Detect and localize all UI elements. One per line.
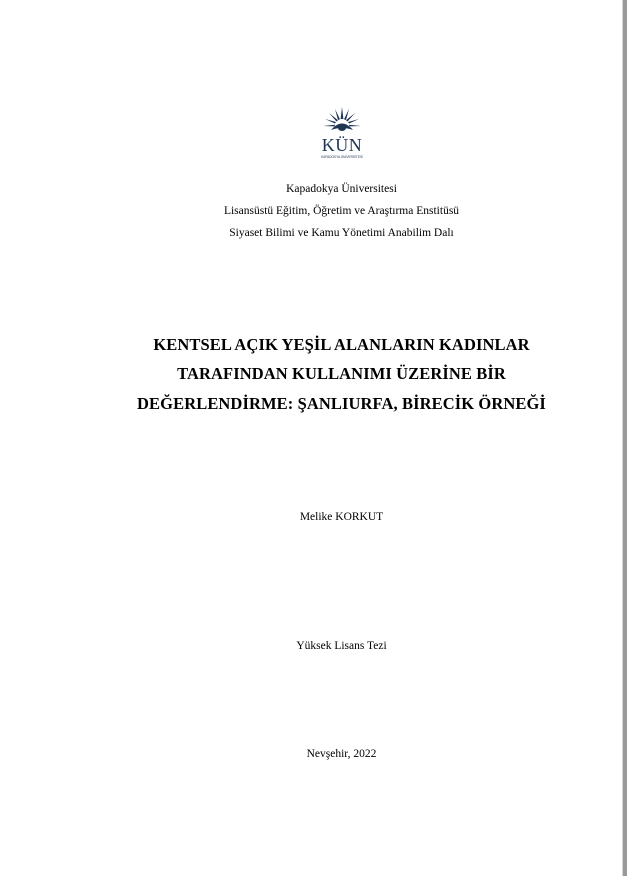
page-edge-scrollbar xyxy=(623,0,627,876)
sunburst-emblem-icon xyxy=(311,103,373,165)
department-name: Siyaset Bilimi ve Kamu Yönetimi Anabilim Dalı xyxy=(229,227,454,239)
place-and-date: Nevşehir, 2022 xyxy=(306,748,377,760)
author-name: Melike KORKUT xyxy=(299,511,384,523)
university-name: Kapadokya Üniversitesi xyxy=(286,183,397,195)
university-logo xyxy=(311,103,373,165)
svg-text:KAPADOKYA ÜNİVERSİTESİ: KAPADOKYA ÜNİVERSİTESİ xyxy=(320,155,364,159)
thesis-title-line-2: TARAFINDAN KULLANIMI ÜZERİNE BİR xyxy=(177,364,506,383)
institute-name: Lisansüstü Eğitim, Öğretim ve Araştırma Enstitüsü xyxy=(223,205,460,217)
thesis-title-line-3: DEĞERLENDİRME: ŞANLIURFA, BİRECİK ÖRNEĞİ xyxy=(137,394,546,413)
degree-type: Yüksek Lisans Tezi xyxy=(296,640,387,652)
thesis-title-line-1: KENTSEL AÇIK YEŞİL ALANLARIN KADINLAR xyxy=(153,335,530,354)
svg-text:KÜN: KÜN xyxy=(321,135,363,155)
